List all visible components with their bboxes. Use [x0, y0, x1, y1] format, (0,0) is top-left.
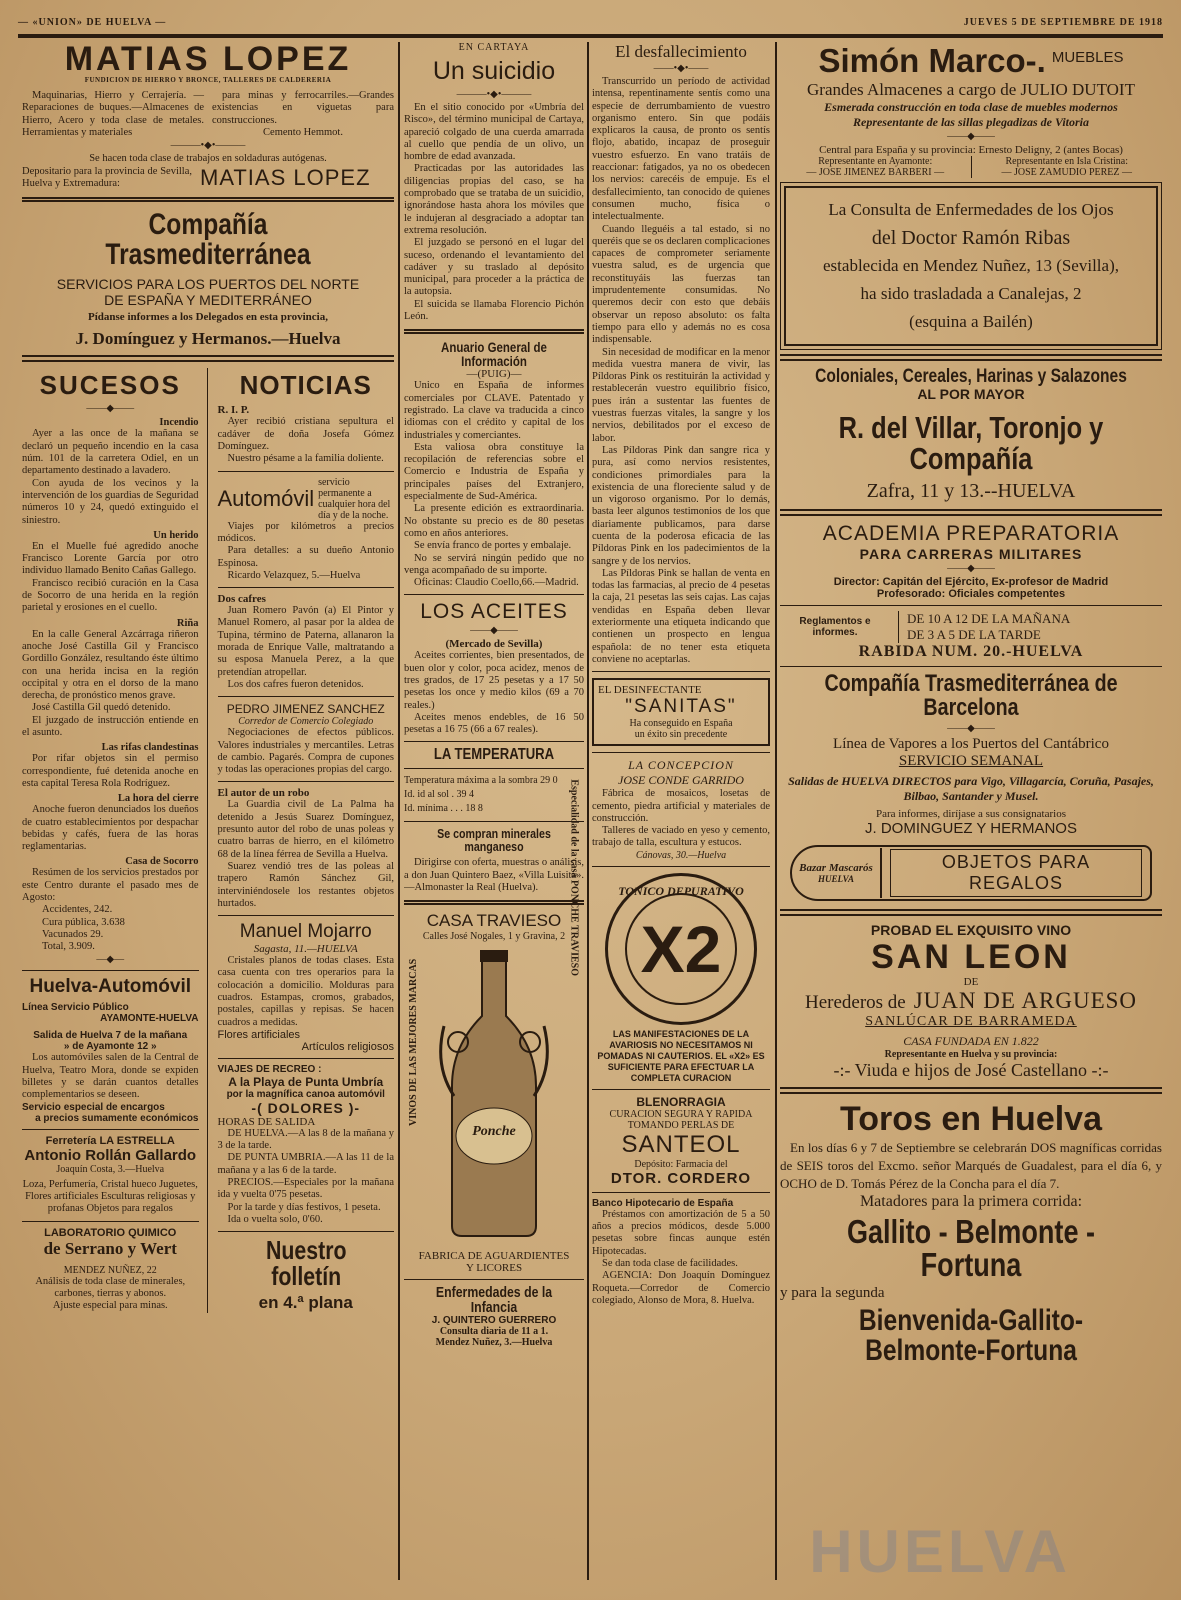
divider [218, 781, 395, 782]
mojarro-ad [218, 921, 395, 1053]
laboratorio-l1: LABORATORIO QUIMICO [44, 1226, 177, 1239]
huelva-automovil-ad [22, 976, 199, 1123]
divider [780, 509, 1162, 516]
academia-l4: Profesorado: Oficiales competentes [876, 588, 1066, 600]
divider [218, 471, 395, 472]
anuario-p6: Oficinas: Claudio Coello,66.—Madrid. [414, 577, 579, 589]
noticias-p6: Suarez vendió tres de las poleas al trapero Ramón Sánchez Gil, interviniéndosele los restantes objetos hurtados. [217, 860, 394, 909]
trasmed2-l5: J. DOMINGUEZ Y HERMANOS [865, 820, 1077, 837]
sucesos-p3: En el Muelle fué agredido anoche Francisco Lorente García por otro individuo llamado Benito Cañas Gallego. [22, 540, 199, 577]
divider [404, 329, 584, 334]
ornament: ——•◆•—— [653, 63, 709, 74]
villar-l2: AL POR MAYOR [917, 386, 1025, 402]
ribas-ad [784, 186, 1158, 346]
trasmed1-line4: J. Domínguez y Hermanos.—Huelva [75, 329, 341, 349]
concepcion-p1: Fábrica de mosaicos, losetas de cemento, piedra artificial y materiales de construcción. [592, 788, 770, 824]
x2-arc-text: TONICO DEPURATIVO [618, 883, 744, 898]
huelvaauto-p: Los automóviles salen de la Central de Huelva, Teatro Mora, donde se expiden billetes y se darán cuantos detalles complementarios se deseen. [22, 1052, 199, 1101]
sucesos-p9: Anoche fueron denunciados los dueños de cuatro establecimientos por despachar bebidas y cafés, fuera de las horas reglamentarias. [22, 804, 199, 853]
noticias-p5: La Guardia civil de La Palma ha detenido a Jesús Suarez Domínguez, presunto autor del robo de unas poleas y cuatro barras de hierro, en el kilómetro 68 de la línea férrea de Sevilla a Huelva. [217, 799, 394, 860]
folletin-ad [218, 1237, 395, 1313]
ornament: ——◆—— [86, 403, 135, 415]
x2-text: LAS MANIFESTACIONES DE LA AVARIOSIS NO NECESITAMOS NI POMADAS NI CAUTERIOS. EL «X2» ES SUFICIENTE PARA EFECTUAR LA COMPLETA CURACION [597, 1028, 765, 1083]
divider [404, 594, 584, 595]
toros-l3: y para la segunda [780, 1285, 885, 1301]
mojarro-text: Cristales planos de todas clases. Esta casa cuenta con tres operarios para la colocación a domicilio. Molduras para cuadros. Estampas, cromos, grabados, postales, capillas y repisas. Se hacen cuadros a medidas. [217, 955, 394, 1028]
simon-l5b: — JOSE JIMENEZ BARBERI — [806, 167, 945, 178]
villar-l4: Zafra, 11 y 13.--HUELVA [866, 480, 1076, 502]
trasmed1-line2: DE ESPAÑA Y MEDITERRÁNEO [104, 292, 312, 309]
matias-left-text: Maquinarias, Hierro y Cerrajería. —Reparaciones de buques.—Almacenes de Hierro, Acero y toda clase de metales. Herramientas y materiales [22, 90, 204, 138]
folletin-l1: Nuestro folletín [265, 1235, 347, 1292]
santeol-l4: SANTEOL [621, 1130, 741, 1158]
travieso-f1: FABRICA DE AGUARDIENTES [418, 1250, 570, 1263]
divider [404, 768, 584, 769]
divider [780, 909, 1162, 916]
minerales-p: Dirigirse con oferta, muestras o análisis, a don Juan Quintero Baez, «Villa Luisita».—Almonaster la Real (Huelva). [404, 857, 584, 894]
noticias-p3: Juan Romero Pavón (a) El Pintor y Manuel Romero, al pasar por la aldea de Tupina, término de Paterna, allanaron la morada de Enrique Valle, maltratando a su esposa Manuela Perez, a la que pretendían atropellar. [217, 605, 394, 678]
ornament: ——◆—— [947, 131, 995, 142]
noticias-title: NOTICIAS [239, 370, 372, 401]
laboratorio-ad [22, 1227, 199, 1313]
automovil-ad [218, 477, 395, 521]
infancia-l1: Enfermedades de la Infancia [435, 1284, 553, 1317]
column-rule [775, 42, 777, 1580]
sanleon-l6: CASA FUNDADA EN 1.822 [903, 1034, 1039, 1048]
viajes-l2: A la Playa de Punta Umbría [228, 1074, 384, 1089]
temperatura-row: Id. id al sol . 39 4 [404, 789, 474, 801]
concepcion-name: JOSE CONDE GARRIDO [618, 773, 744, 788]
folletin-l2: en 4.ª plana [258, 1293, 353, 1313]
ornament: ——◆—— [947, 723, 995, 734]
sucesos-p1: Ayer a las once de la mañana se declaró un pequeño incendio en la casa núm. 101 de la carretera Odiel, en un departamento destinado a lavadero. [22, 428, 199, 477]
huelvaauto-l5: Servicio especial de encargos [22, 1101, 165, 1113]
viajes-l3: por la magnífica canoa automóvil [226, 1088, 385, 1100]
viajes-p4: Por la tarde y días festivos, 1 peseta. [227, 1201, 381, 1213]
temperatura-row: Id. mínima . . . 18 8 [404, 803, 483, 815]
divider [218, 696, 395, 697]
infancia-l3: Consulta diaria de 11 a 1. [439, 1326, 549, 1338]
sanitas-l2: "SANITAS" [625, 696, 737, 718]
huelvaauto-l2: AYAMONTE-HUELVA [100, 1013, 199, 1025]
simon-l1: Grandes Almacenes a cargo de JULIO DUTOIT [807, 80, 1135, 99]
sanleon-l1: PROBAD EL EXQUISITO VINO [870, 922, 1072, 938]
divider [592, 1089, 770, 1090]
aceites-title: LOS ACEITES [420, 600, 568, 624]
simon-l5a: Representante en Ayamonte: [818, 156, 933, 167]
simon-title: Simón Marco-. [818, 42, 1046, 79]
sanitas-ad [592, 678, 770, 746]
travieso-addr: Calles José Nogales, 1 y Gravina, 2 [422, 931, 566, 943]
suicidio-p1: En el sitio conocido por «Umbría del Risco», del término municipal de Cartaya, apareció colgado de una cuerda amarrada al cuello que pendía de un olivo, un hombre de edad avanzada. [404, 102, 584, 163]
travieso-f2: Y LICORES [465, 1262, 523, 1275]
toros-l1: Matadores para la primera corrida: [859, 1193, 1083, 1210]
santeol-l2: CURACION SEGURA Y RAPIDA [609, 1108, 753, 1120]
ribas-l2: del Doctor Ramón Ribas [871, 227, 1071, 249]
temperatura-table [404, 774, 584, 816]
ornament: —◆— [96, 954, 125, 966]
ferreteria-ad [22, 1135, 199, 1216]
infancia-l4: Mendez Nuñez, 3.—Huelva [435, 1337, 553, 1349]
viajes-p2: DE PUNTA UMBRIA.—A las 11 de la mañana y a las 6 de la tarde. [217, 1152, 394, 1176]
viajes-l5: HORAS DE SALIDA [217, 1115, 316, 1128]
huelvaauto-l3: Salida de Huelva 7 de la mañana [33, 1030, 188, 1042]
sucesos-h5: La hora del cierre [117, 793, 199, 805]
noticias-h2: Dos cafres [217, 593, 266, 606]
aceites-sub: (Mercado de Sevilla) [445, 638, 543, 651]
mojarro-l2: Artículos religiosos [301, 1040, 394, 1053]
laboratorio-l5: Ajuste especial para minas. [52, 1300, 168, 1312]
regalos-ad [790, 845, 1152, 901]
noticias-p2: Nuestro pésame a la familia doliente. [227, 453, 384, 465]
trasmed1-title: Compañía Trasmediterránea [105, 208, 311, 272]
sanleon-l5: SANLÚCAR DE BARRAMEDA [865, 1014, 1077, 1029]
simon-side: MUEBLES [1051, 49, 1124, 66]
divider [780, 1087, 1162, 1094]
bottle-label: Ponche [472, 1124, 516, 1140]
laboratorio-l3: MENDEZ NUÑEZ, 22 [63, 1264, 157, 1276]
laboratorio-l2: de Serrano y Wert [43, 1238, 177, 1258]
trasmed1-line1: SERVICIOS PARA LOS PUERTOS DEL NORTE [56, 276, 360, 293]
sucesos-p4: Francisco recibió curación en la Casa de Socorro de una herida en la región parietal y erosiones en el cuello. [22, 577, 199, 614]
sucesos-stat2: Cura pública, 3.638 [42, 916, 125, 928]
viajes-p1: DE HUELVA.—A las 8 de la mañana y 3 de la tarde. [217, 1127, 394, 1152]
matias-cement: Cemento Hemmot. [263, 126, 343, 138]
pedro-sub: Corredor de Comercio Colegiado [238, 716, 374, 728]
divider [592, 1192, 770, 1193]
sanitas-l1: EL DESINFECTANTE [598, 684, 702, 697]
suicidio-p2: Practicadas por las autoridades las diligencias propias del caso, se ha comprobado que se trataba de un suicidio, ignorándose hasta ahora los móviles que le indujeran al desgraciado a adoptar tan extrema resolución. [404, 163, 584, 236]
aceites-p1: Aceites corrientes, bien presentados, de buen olor y color, poca acidez, menos de tres grados, de 17 25 pesetas y a 17 50 pesetas los once y medio kilos (69 a 70 reales.) [404, 650, 584, 711]
regalos-seal2: HUELVA [817, 874, 854, 884]
x2-seal-icon [605, 873, 757, 1025]
divider [780, 666, 1162, 667]
academia-ad [780, 522, 1162, 661]
sanitas-l3: Ha conseguido en España [629, 718, 733, 730]
bottle-icon [424, 946, 564, 1246]
sucesos-stat4: Total, 3.909. [42, 941, 95, 953]
anuario-p2: Esta valiosa obra constituye la recopilación de referencias sobre el Comercio e Industria de España y principales países del Extranjero, especialmente de Sud-América. [404, 441, 584, 503]
villar-ad [780, 367, 1162, 503]
divider [22, 1129, 199, 1130]
divider [218, 587, 395, 588]
column-right [780, 42, 1162, 1366]
toros-p: En los días 6 y 7 de Septiembre se celebrarán DOS magníficas corridas de SEIS toros del Excmo. señor Marqués de Guadalest, para el día 6, y OCHO de D. Tomás Pérez de la Concha para el día 7. [780, 1140, 1162, 1191]
sanleon-ad [780, 922, 1162, 1081]
viajes-l1: VIAJES DE RECREO : [217, 1063, 322, 1075]
infancia-l2: J. QUINTERO GUERRERO [431, 1315, 557, 1327]
trasmed-ad-2 [780, 672, 1162, 837]
divider [218, 1058, 395, 1059]
banco-ad [592, 1198, 770, 1307]
simon-l4: Central para España y su provincia: Ernesto Deligny, 2 (antes Bocas) [819, 144, 1123, 156]
sucesos-h1: Incendio [159, 417, 199, 429]
x2-big: X2 [625, 893, 737, 1005]
desfall-p3: Sin necesidad de modificar en la menor medida vuestra manera de vivir, las Píldoras Pink os restituirán la actividad y restablecerán vuestro equilibrio físico, pues irán a sustentar las fuentes de vuestras fuerzas vitales, la sangre y los nervios, debilitados por el exceso de labor. [592, 346, 770, 444]
pedro-title: PEDRO JIMENEZ SANCHEZ [226, 702, 385, 717]
sucesos-h2: Un herido [153, 529, 199, 541]
column-rule [398, 42, 400, 1580]
noticias-h3: El autor de un robo [217, 787, 310, 800]
desfall-p2: Cuando lleguéis a tal estado, si no queréis que se os declaren complicaciones capaces de comprometer seriamente vuestra salud, es de urgencia que reconstituyáis las fuerzas tan imprudentemente consumidas. No queremos decir con esto que debáis observar un reposo absoluto: os falta tiempo para ello y además no es cosa indispensable. [592, 223, 770, 346]
academia-l6: DE 10 A 12 DE LA MAÑANA [907, 611, 1071, 626]
sucesos-stat1: Accidentes, 242. [42, 904, 113, 916]
ferreteria-l2: Antonio Rollán Gallardo [24, 1146, 197, 1164]
bazar-seal-icon [792, 848, 882, 898]
simon-ad [780, 42, 1162, 178]
anuario-p5: No se servirá ningún pedido que no venga acompañado de su importe. [404, 552, 584, 576]
sanleon-l2: SAN LEON [871, 938, 1071, 976]
laboratorio-l4: Análisis de toda clase de minerales, carbones, tierras y abonos. [35, 1275, 186, 1299]
ornament: ———•◆•——— [456, 89, 532, 100]
viajes-ad [218, 1064, 395, 1226]
santeol-l5: Depósito: Farmacia del [634, 1158, 728, 1170]
mojarro-addr: Sagasta, 11.—HUELVA [253, 943, 358, 956]
desfall-title: El desfallecimiento [615, 42, 747, 61]
desfall-p5: Las Píldoras Pink se hallan de venta en todas las farmacias, al precio de 4 pesetas la caja, 21 pesetas las seis cajas. Las cajas vendidas en España deben llevar exteriormente una etiqueta indicando que contienen un prospecto en lengua española: de no tener esta etiqueta conviene no aceptarlas. [592, 567, 770, 665]
automovil-side: servicio permanente a cualquier hora del día y de la noche. [318, 476, 391, 521]
aceites-p2: Aceites menos endebles, de 16 50 pesetas a 16 75 (66 a 67 reales). [404, 711, 584, 736]
trasmed2-l4: Para informes, diríjase a sus consignatarios [875, 808, 1066, 820]
anuario-p3: La presente edición es extraordinaria. No obstante su precio es de 80 pesetas como en años anteriores. [404, 503, 584, 539]
divider [218, 915, 395, 916]
matias-subtitle: FUNDICION DE HIERRO Y BRONCE, TALLERES DE CALDERERIA [84, 76, 332, 84]
sucesos-p2: Con ayuda de los vecinos y la intervención de los guardias de Seguridad números 10 y 24, quedó extinguido el siniestro. [22, 477, 199, 526]
divider [404, 900, 584, 905]
sucesos-title: SUCESOS [39, 370, 181, 401]
ornament: ——◆—— [947, 563, 995, 574]
huelvaauto-l6: a precios sumamente económicos [35, 1112, 199, 1124]
divider [22, 1221, 199, 1222]
concepcion-title: LA CONCEPCION [628, 758, 734, 773]
ornament: ——◆—— [470, 625, 518, 637]
column-center [404, 42, 584, 1348]
automovil-p1: Viajes por kilómetros a precios módicos. [217, 520, 394, 544]
concepcion-p2: Talleres de vaciado en yeso y cemento, trabajo de talla, escultura y estucos. [592, 825, 770, 849]
desfall-p4: Las Píldoras Pink dan sangre rica y pura, así como nervios resistentes, condiciones primordiales para la existencia de una floreciente salud y de un vigoroso organismo. Por lo demás, basta leer algunos testimonios de los que diariamente publicamos, para darse cuenta de la poderosa eficacia de las Píldoras Pink en los padecimientos de la sangre y de los nervios. [592, 444, 770, 567]
noticias-section [218, 368, 395, 1313]
divider [22, 197, 394, 202]
divider [404, 1279, 584, 1280]
academia-l3: Director: Capitán del Ejército, Ex-profesor de Madrid [833, 576, 1109, 588]
toros-l4: Bienvenida-Gallito-Belmonte-Fortuna [858, 1304, 1084, 1366]
suicidio-p4: El suicida se llamaba Florencio Pichón León. [404, 298, 584, 323]
viajes-p3: PRECIOS.—Especiales por la mañana ida y vuelta 0'75 pesetas. [217, 1177, 394, 1201]
concepcion-addr: Cánovas, 30.—Huelva [635, 849, 727, 861]
academia-l8: RABIDA NUM. 20.-HUELVA [858, 643, 1084, 660]
header-left: — «UNION» DE HUELVA — [18, 16, 167, 28]
academia-l2: PARA CARRERAS MILITARES [859, 546, 1083, 562]
noticias-p4: Los dos cafres fueron detenidos. [227, 678, 364, 690]
divider [780, 605, 1162, 606]
noticias-p1: Ayer recibió cristiana sepultura el cadáver de doña Josefa Gómez Domínguez. [217, 416, 394, 453]
banco-title: Banco Hipotecario de España [592, 1197, 734, 1209]
divider [404, 741, 584, 742]
toros-l2: Gallito - Belmonte - Fortuna [846, 1213, 1096, 1283]
academia-l7: DE 3 A 5 DE LA TARDE [907, 627, 1041, 642]
sucesos-p7: El juzgado de instrucción entiende en el asunto. [22, 714, 199, 739]
viajes-l4: -( DOLORES )- [251, 1099, 361, 1116]
simon-l3: Representante de las sillas plegadizas de Vitoria [852, 115, 1089, 129]
page-header [18, 10, 1163, 38]
anuario-sub: —(PUIG)— [466, 368, 522, 381]
divider [404, 821, 584, 822]
sucesos-p5: En la calle General Azcárraga riñeron anoche José Castilla Gil y Francisco Gordillo González, resultando éste último con una herida incisa en la región occipital y otra en el dorso de la mano derecha, de pronóstico menos grave. [22, 628, 199, 702]
sanleon-l4a: Herederos de [804, 992, 906, 1013]
anuario-p4: Se envía franco de portes y embalaje. [414, 540, 572, 552]
ribas-l1: La Consulta de Enfermedades de los Ojos [828, 200, 1114, 219]
santeol-ad [592, 1095, 770, 1187]
automovil-p3: Ricardo Velazquez, 5.—Huelva [227, 569, 361, 581]
pedro-text: Negociaciones de efectos públicos. Valores industriales y mercantiles. Letras de cambio. Pagarés. Compra de cupones y todas las operaciones propias del cargo. [217, 727, 394, 776]
travieso-vleft: VINOS DE LAS MEJORES MARCAS [408, 959, 419, 1127]
simon-l2: Esmerada construcción en toda clase de muebles modernos [824, 100, 1118, 114]
divider [22, 970, 199, 971]
travieso-title: CASA TRAVIESO [426, 911, 562, 931]
simon-l6b: — JOSE ZAMUDIO PEREZ — [1001, 167, 1133, 178]
desfall-p1: Transcurrido un período de actividad intensa, repentinamente sentís como una especie de derrumbamiento de vuestro organismo entero. Sin que podáis explicaros la causa, de pronto os sentís flojo, abatido, incapaz de proseguir vuestro esfuerzo. En vano tratáis de reaccionar: fatigados, ya no os obedecen los nervios: carecéis de empuje. Es el desfallecimiento, tan conocido de quienes consumen mucho, física o intelectualmente. [592, 76, 770, 223]
huelvaauto-title: Huelva-Automóvil [29, 976, 192, 998]
sucesos-section [22, 368, 208, 1313]
academia-l1: ACADEMIA PREPARATORIA [822, 522, 1120, 545]
noticias-h1: R. I. P. [217, 404, 250, 417]
trasmed2-l1: Línea de Vapores a los Puertos del Cantábrico [833, 736, 1109, 752]
divider [218, 1231, 395, 1232]
viajes-p5: Ida o vuelta solo, 0'60. [227, 1213, 323, 1225]
villar-l1: Coloniales, Cereales, Harinas y Salazones [815, 366, 1127, 387]
ferreteria-l1: Ferretería LA ESTRELLA [45, 1134, 175, 1147]
divider [780, 354, 1162, 361]
santeol-l3: TOMANDO PERLAS DE [627, 1119, 735, 1131]
travieso-vright: Especialidad de la casa PONCHE TRAVIESO [569, 779, 580, 977]
column-left [22, 42, 394, 1313]
sanleon-l8: -:- Viuda e hijos de José Castellano -:- [833, 1060, 1109, 1080]
simon-l6a: Representante en Isla Cristina: [1005, 156, 1128, 167]
library-watermark: HUELVA [809, 1518, 1071, 1585]
sanitas-l4: un éxito sin precedente [634, 729, 728, 741]
trasmed1-line3: Pídanse informes a los Delegados en esta provincia, [88, 311, 328, 324]
banco-p1: Préstamos con amortización de 5 a 50 años a precios módicos, desde 5.000 pesetas sobre fincas aunque estén Hipotecadas. [592, 1208, 770, 1257]
sucesos-h4: Las rifas clandestinas [101, 742, 199, 754]
column-center-right [592, 42, 770, 1307]
regalos-txt: OBJETOS PARA REGALOS [890, 849, 1142, 897]
mojarro-l1: Flores artificiales [217, 1028, 301, 1041]
trasmed2-title: Compañía Trasmediterránea de Barcelona [824, 670, 1118, 721]
sucesos-p6: José Castilla Gil quedó detenido. [32, 702, 171, 714]
trasmed2-l2: SERVICIO SEMANAL [898, 753, 1044, 769]
temperatura-title: LA TEMPERATURA [433, 746, 555, 764]
ornament: ———•◆•——— [170, 140, 246, 152]
academia-l5: Reglamentos e informes. [799, 616, 871, 638]
ribas-l3: establecida en Mendez Nuñez, 13 (Sevilla), [823, 256, 1119, 275]
sanleon-l4b: JUAN DE ARGUESO [913, 988, 1138, 1013]
concepcion-ad [592, 758, 770, 860]
matias-name: MATIAS LOPEZ [200, 165, 371, 191]
automovil-title: Automóvil [217, 485, 315, 511]
santeol-l1: BLENORRAGIA [636, 1094, 726, 1109]
matias-depositario: Depositario para la provincia de Sevilla, Huelva y Extremadura: [22, 166, 192, 190]
villar-l3: R. del Villar, Toronjo y Compañía [838, 410, 1104, 476]
divider [592, 671, 770, 672]
matias-right-text: para minas y ferrocarriles.—Grandes existencias en viguetas para construcciones. [212, 90, 394, 126]
sucesos-p10: Resúmen de los servicios prestados por este Centro durante el pasado mes de Agosto: [22, 867, 199, 903]
toros-title: Toros en Huelva [840, 1100, 1102, 1138]
trasmed-ad-1 [22, 210, 394, 349]
x2-ad [592, 873, 770, 1084]
infancia-ad [404, 1285, 584, 1348]
mojarro-title: Manuel Mojarro [239, 921, 372, 943]
column-rule [587, 42, 589, 1580]
ribas-l4: ha sido trasladada a Canalejas, 2 [860, 284, 1082, 303]
sucesos-h6: Casa de Socorro [125, 856, 199, 868]
divider [592, 866, 770, 867]
suicidio-p3: El juzgado se personó en el lugar del suceso, ordenando el levantamiento del cadáver y su traslado al depósito municipal, para proceder a la práctica de la autopsia. [404, 237, 584, 298]
trasmed2-l3: Salidas de HUELVA DIRECTOS para Vigo, Villagarcía, Coruña, Pasajes, Bilbao, Santander y Musel. [788, 774, 1154, 803]
ferreteria-l4: Loza, Perfumería, Cristal hueco Juguetes, Flores artificiales Esculturas religiosas y profanas Objetos para regalos [22, 1178, 198, 1215]
anuario-title: Anuario General de Información [441, 339, 547, 370]
matias-soldadura: Se hacen toda clase de trabajos en soldaduras autógenas. [89, 153, 327, 165]
temperatura-row: Temperatura máxima a la sombra 29 0 [404, 775, 558, 787]
suicidio-title: Un suicidio [432, 57, 556, 85]
sucesos-h3: Riña [176, 617, 199, 629]
huelvaauto-l4: » de Ayamonte 12 » [63, 1041, 157, 1053]
minerales-title: Se compran minerales manganeso [437, 826, 551, 855]
regalos-seal1: Bazar Mascarós [799, 862, 873, 874]
toros-ad [780, 1100, 1162, 1366]
ferreteria-l3: Joaquín Costa, 3.—Huelva [56, 1163, 165, 1175]
ribas-l5: (esquina a Bailén) [909, 312, 1033, 331]
suicidio-kicker: EN CARTAYA [458, 42, 530, 53]
automovil-p2: Para detalles: a su dueño Antonio Espinosa. [217, 545, 394, 569]
divider [22, 355, 394, 362]
huelvaauto-l1: Línea Servicio Público [22, 1002, 129, 1014]
sanleon-l7: Representante en Huelva y su provincia: [884, 1049, 1058, 1060]
sucesos-p8: Por rifar objetos sin el permiso correspondiente, fué detenida anoche en esta capital Teresa Rola Rodríguez. [22, 753, 199, 789]
banco-p3: AGENCIA: Don Joaquín Domínguez Roqueta.—Corredor de Comercio colegiado, Alonso de Mora, 8. Huelva. [592, 1270, 770, 1306]
sucesos-stat3: Vacunados 29. [42, 928, 104, 940]
matias-title: MATIAS LOPEZ [64, 42, 352, 78]
matias-ad [22, 42, 394, 191]
santeol-l6: DTOR. CORDERO [610, 1169, 752, 1187]
divider [592, 752, 770, 753]
anuario-p1: Unico en España de informes comerciales por CLAVE. Patentado y registrado. La clave va traducida a cinco idiomas con el crédito y capital de los industriales y comerciantes. [404, 380, 584, 441]
header-right: JUEVES 5 DE SEPTIEMBRE DE 1918 [963, 16, 1163, 28]
sanleon-l3: DE [963, 976, 979, 988]
banco-p2: Se dan toda clase de facilidades. [602, 1257, 738, 1269]
